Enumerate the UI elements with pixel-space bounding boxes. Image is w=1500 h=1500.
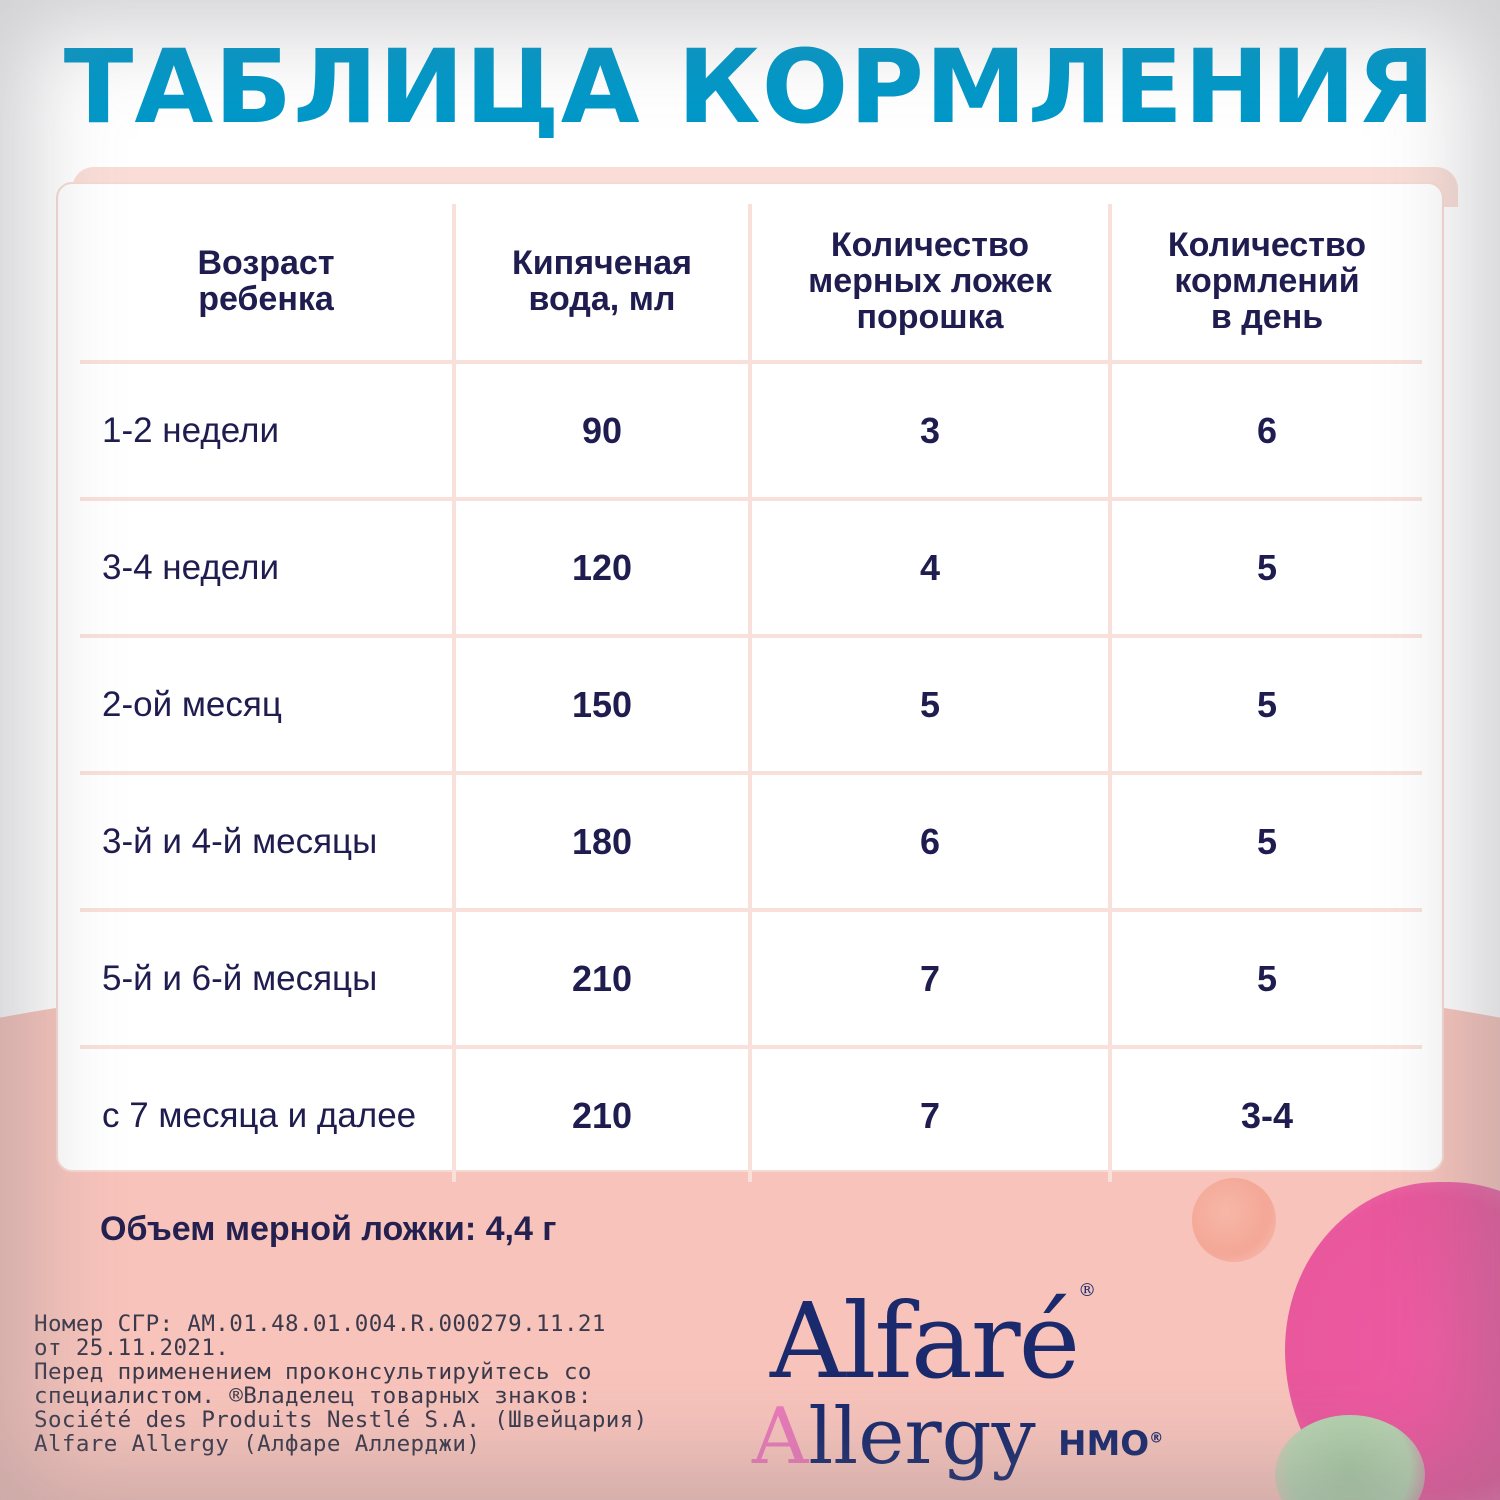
legal-line: Société des Produits Nestlé S.A. (Швейцария) bbox=[34, 1407, 648, 1433]
legal-line: специалистом. ®Владелец товарных знаков: bbox=[34, 1383, 592, 1409]
cell-water: 210 bbox=[454, 1047, 750, 1182]
brand-logo-allergy bbox=[752, 1392, 1036, 1482]
hmo-registered-mark: ® bbox=[1149, 1430, 1164, 1447]
cell-age: 1-2 недели bbox=[80, 362, 454, 499]
legal-line: Номер СГР: AM.01.48.01.004.R.000279.11.21 bbox=[34, 1311, 606, 1337]
cell-scoops: 4 bbox=[750, 499, 1110, 636]
brand-logo-alfare bbox=[770, 1280, 1094, 1402]
table-header-row bbox=[80, 204, 1422, 362]
cell-feedings: 5 bbox=[1110, 499, 1422, 636]
legal-line: от 25.11.2021. bbox=[34, 1335, 230, 1361]
legal-line: Перед применением проконсультируйтесь со bbox=[34, 1359, 592, 1385]
table-row bbox=[80, 636, 1422, 773]
cell-age: 2-ой месяц bbox=[80, 636, 454, 773]
cell-feedings: 6 bbox=[1110, 362, 1422, 499]
table-row bbox=[80, 910, 1422, 1047]
header-water: Кипяченая вода, мл bbox=[454, 204, 750, 362]
scoop-volume-note: Объем мерной ложки: 4,4 г bbox=[100, 1210, 557, 1248]
table-row bbox=[80, 362, 1422, 499]
cell-water: 180 bbox=[454, 773, 750, 910]
cell-age: с 7 месяца и далее bbox=[102, 1095, 417, 1135]
cell-age: 5-й и 6-й месяцы bbox=[80, 910, 454, 1047]
header-age: Возраст ребенка bbox=[80, 204, 454, 362]
cell-feedings: 5 bbox=[1110, 910, 1422, 1047]
cell-age: 3-й и 4-й месяцы bbox=[80, 773, 454, 910]
table-row bbox=[80, 499, 1422, 636]
cell-age: 3-4 недели bbox=[80, 499, 454, 636]
peach-paint-blob bbox=[1192, 1178, 1276, 1262]
registered-mark: ® bbox=[1078, 1280, 1095, 1301]
cell-scoops: 7 bbox=[750, 1047, 1110, 1182]
cell-water: 150 bbox=[454, 636, 750, 773]
feeding-table bbox=[80, 204, 1422, 1182]
header-feedings: Количество кормлений в день bbox=[1110, 204, 1422, 362]
cell-scoops: 7 bbox=[750, 910, 1110, 1047]
brand-name: Alfaré bbox=[770, 1280, 1079, 1402]
cell-scoops: 3 bbox=[750, 362, 1110, 499]
feeding-table-card bbox=[56, 182, 1444, 1172]
cell-scoops: 5 bbox=[750, 636, 1110, 773]
cell-feedings: 3-4 bbox=[1110, 1047, 1422, 1182]
cell-feedings: 5 bbox=[1110, 773, 1422, 910]
brand-allergy-initial: A bbox=[752, 1392, 809, 1482]
table-row bbox=[80, 773, 1422, 910]
cell-scoops: 6 bbox=[750, 773, 1110, 910]
table-row bbox=[80, 1047, 1422, 1182]
cell-feedings: 5 bbox=[1110, 636, 1422, 773]
legal-line: Alfare Allergy (Алфаре Аллерджи) bbox=[34, 1431, 481, 1457]
cell-water: 210 bbox=[454, 910, 750, 1047]
page-title: ТАБЛИЦА КОРМЛЕНИЯ bbox=[63, 28, 1437, 147]
header-scoops: Количество мерных ложек порошка bbox=[750, 204, 1110, 362]
legal-disclaimer bbox=[34, 1312, 694, 1456]
cell-water: 120 bbox=[454, 499, 750, 636]
cell-water: 90 bbox=[454, 362, 750, 499]
brand-allergy-rest: llergy bbox=[808, 1392, 1036, 1482]
hmo-label: HMO bbox=[1058, 1424, 1150, 1464]
hmo-badge bbox=[1058, 1424, 1163, 1464]
